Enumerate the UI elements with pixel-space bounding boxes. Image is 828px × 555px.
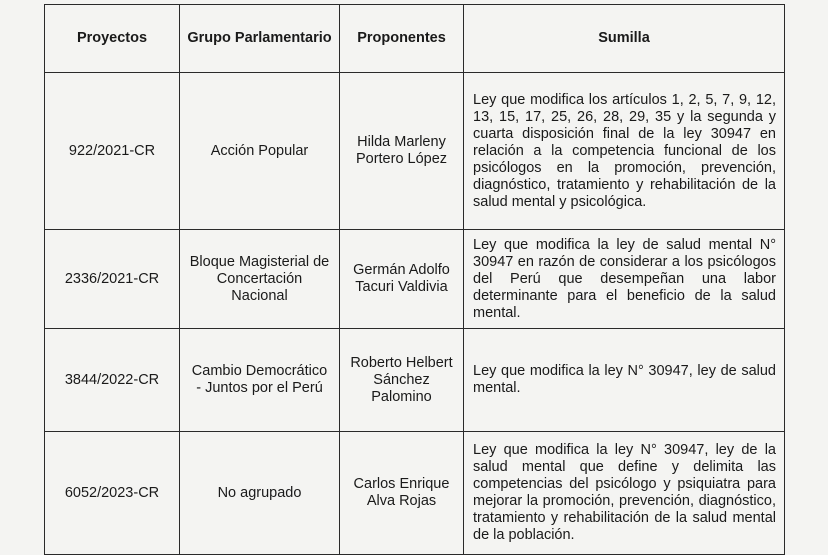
table-row: [45, 432, 785, 555]
header-proponentes: Proponentes: [340, 5, 464, 73]
header-proyectos: Proyectos: [45, 5, 180, 73]
cell-sumilla: Ley que modifica los artículos 1, 2, 5, 7, 9, 12, 13, 15, 17, 25, 26, 28, 29, 35 y la segunda y cuarta disposición final de la ley 30947 en relación a la competencia funcional de los psicólogos en la promoción, prevención, diagnóstico, tratamiento y rehabilitación de la salud mental y psicológica.: [464, 73, 785, 230]
cell-proponente: Carlos Enrique Alva Rojas: [340, 432, 464, 555]
cell-sumilla: Ley que modifica la ley de salud mental N° 30947 en razón de considerar a los psicólogos del Perú que desempeñan una labor determinante para el beneficio de la salud mental.: [464, 230, 785, 329]
cell-proponente: Hilda Marleny Portero López: [340, 73, 464, 230]
cell-grupo: Acción Popular: [180, 73, 340, 230]
projects-table: [44, 4, 785, 555]
cell-grupo: Cambio Democrático - Juntos por el Perú: [180, 329, 340, 432]
cell-sumilla: Ley que modifica la ley N° 30947, ley de salud mental.: [464, 329, 785, 432]
table-row: [45, 329, 785, 432]
cell-grupo: No agrupado: [180, 432, 340, 555]
header-grupo-parlamentario: Grupo Parlamentario: [180, 5, 340, 73]
cell-proyecto: 922/2021-CR: [45, 73, 180, 230]
cell-proyecto: 2336/2021-CR: [45, 230, 180, 329]
table-row: [45, 230, 785, 329]
cell-proyecto: 3844/2022-CR: [45, 329, 180, 432]
table-header-row: [45, 5, 785, 73]
cell-grupo: Bloque Magisterial de Concertación Nacional: [180, 230, 340, 329]
header-sumilla: Sumilla: [464, 5, 785, 73]
cell-proyecto: 6052/2023-CR: [45, 432, 180, 555]
cell-sumilla: Ley que modifica la ley N° 30947, ley de la salud mental que define y delimita las competencias del psicólogo y psiquiatra para mejorar la promoción, prevención, diagnóstico, tratamiento y rehabilitación de la salud mental de la población.: [464, 432, 785, 555]
cell-proponente: Germán Adolfo Tacuri Valdivia: [340, 230, 464, 329]
table-row: [45, 73, 785, 230]
cell-proponente: Roberto Helbert Sánchez Palomino: [340, 329, 464, 432]
